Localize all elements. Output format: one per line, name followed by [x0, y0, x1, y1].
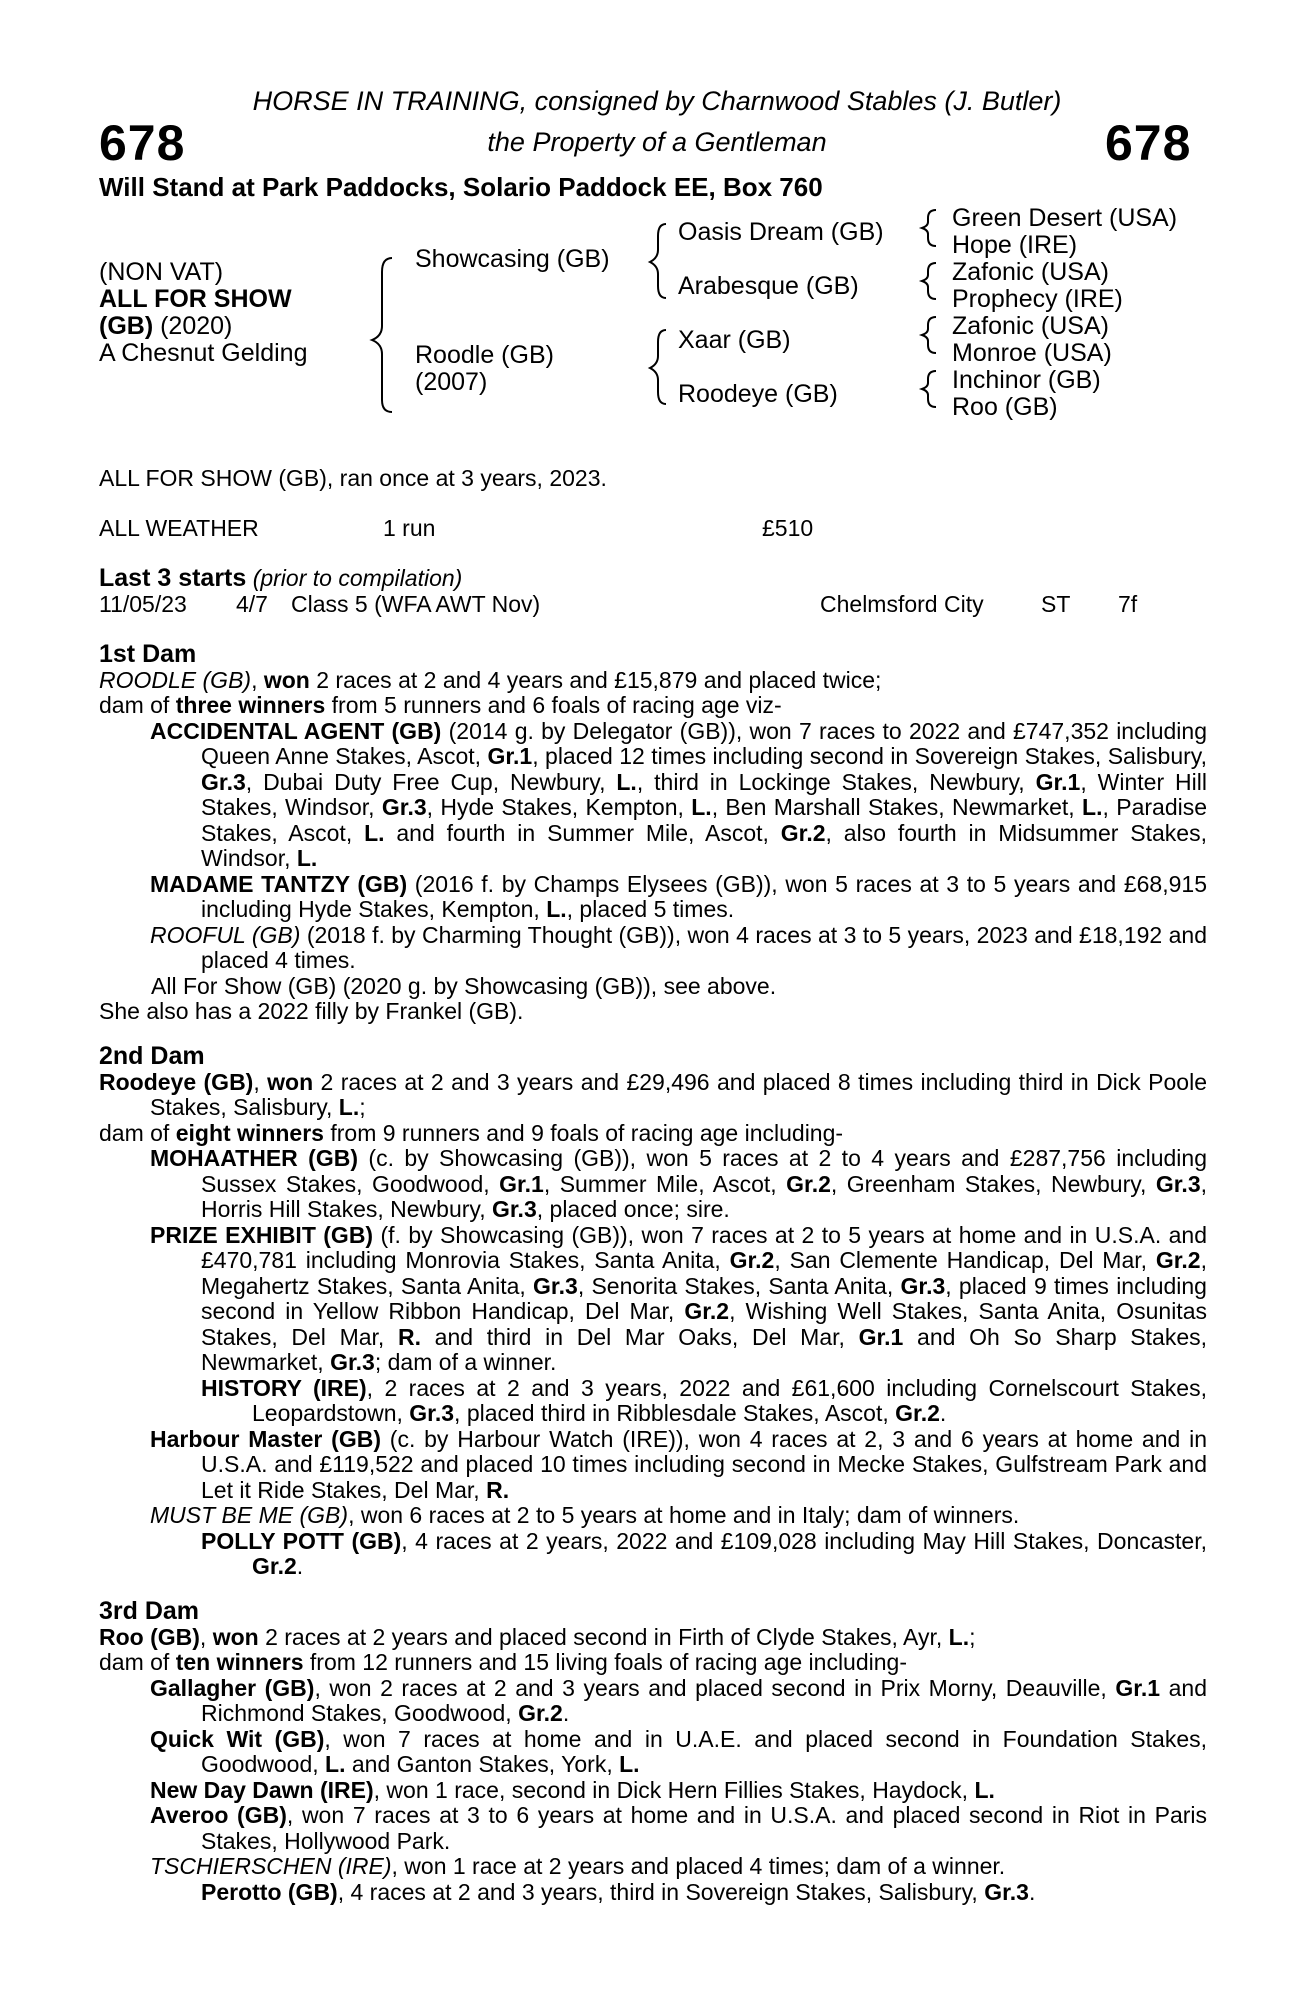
second-dam-won: won: [267, 1068, 314, 1095]
grade-label: Gr.2: [786, 1170, 831, 1197]
progeny-roofful: [150, 921, 1207, 974]
grade-label: R.: [486, 1476, 510, 1503]
sire-dam-sire: Zafonic (USA): [952, 258, 1109, 286]
grade-label: Gr.1: [1035, 768, 1081, 795]
progeny-text: and Ganton Stakes, York,: [345, 1751, 620, 1777]
second-dam-para-2: [99, 1121, 1207, 1147]
first-dam-name: ROODLE (GB): [99, 666, 252, 693]
progeny-text: , also fourth in Midsummer Stakes, Windsor,: [201, 819, 1207, 871]
second-dam-para-1: [99, 1068, 1208, 1121]
dam-dam-dam: Roo (GB): [952, 393, 1058, 421]
horse-name: ALL FOR SHOW: [99, 285, 292, 313]
sire-dam: Arabesque (GB): [678, 272, 859, 300]
first-dam-won: won: [263, 666, 310, 693]
progeny-text: , Horris Hill Stakes, Newbury,: [201, 1170, 1208, 1222]
dam-dam-sire: Inchinor (GB): [952, 366, 1101, 394]
grade-label: Gr.2: [895, 1400, 940, 1426]
first-dam-para-2: [99, 693, 1207, 719]
dam-name: Roodle (GB): [415, 341, 554, 369]
progeny-history: [201, 1374, 1207, 1427]
progeny-text: , won 1 race, second in Dick Hern Fillies Stakes, Haydock,: [373, 1776, 975, 1803]
sire-sire: Oasis Dream (GB): [678, 218, 884, 246]
start-date: 11/05/23: [99, 591, 187, 617]
progeny-text: , won 1 race at 2 years and placed 4 times; dam of a winner.: [391, 1853, 1006, 1879]
horse-description: A Chesnut Gelding: [99, 339, 308, 367]
progeny-harbour-master: [150, 1425, 1207, 1504]
progeny-text: and third in Del Mar Oaks, Del Mar,: [421, 1323, 859, 1350]
progeny-text: and Oh So Sharp Stakes, Newmarket,: [201, 1323, 1208, 1375]
third-dam-text: dam of: [99, 1649, 176, 1675]
sire-sire-dam: Hope (IRE): [952, 231, 1078, 259]
progeny-text: , Megahertz Stakes, Santa Anita,: [201, 1247, 1207, 1299]
grade-label: Gr.3: [409, 1400, 455, 1426]
third-dam-section: [99, 1599, 1207, 1905]
grade-label: Gr.3: [1155, 1170, 1201, 1197]
progeny-quick-wit: [150, 1725, 1207, 1778]
first-dam-heading: 1st Dam: [99, 640, 197, 668]
grade-label: L.: [948, 1623, 970, 1650]
progeny-text: , placed 9 times including second in Yellow Ribbon Handicap, Del Mar,: [201, 1272, 1207, 1324]
progeny-text: , Hyde Stakes, Kempton,: [426, 794, 692, 820]
grade-label: Gr.1: [487, 743, 533, 769]
progeny-name: Gallagher (GB): [150, 1674, 315, 1701]
grade-label: Gr.2: [729, 1247, 775, 1273]
grade-label: L.: [1082, 794, 1103, 820]
second-dam-text: dam of: [99, 1119, 176, 1146]
vat-status: (NON VAT): [99, 258, 224, 286]
progeny-text: (2014 g. by Delegator (GB)), won 7 races to 2022 and £747,352 including Queen Anne Stakes, Ascot,: [201, 717, 1207, 769]
grade-label: L.: [364, 819, 385, 846]
third-dam-text: 2 races at 2 years and placed second in Firth of Clyde Stakes, Ayr,: [258, 1623, 949, 1650]
grade-label: Gr.2: [684, 1298, 730, 1324]
progeny-text: , Ben Marshall Stakes, Newmarket,: [711, 794, 1083, 820]
grade-label: Gr.3: [381, 794, 427, 820]
progeny-text: , Dubai Duty Free Cup, Newbury,: [245, 768, 617, 795]
start-position: 4/7: [236, 591, 268, 617]
progeny-text: , San Clemente Handicap, Del Mar,: [774, 1247, 1156, 1273]
third-dam-para-2: [99, 1650, 1207, 1676]
first-dam-text-1: 2 races at 2 and 4 years and £15,879 and placed twice;: [309, 666, 882, 693]
second-dam-text: ;: [359, 1094, 366, 1120]
progeny-text: , won 2 races at 2 and 3 years and placed second in Prix Morny, Deauville,: [314, 1674, 1116, 1701]
dam-sire-dam: Monroe (USA): [952, 339, 1112, 367]
third-dam-sep: ,: [199, 1623, 213, 1650]
grade-label: Gr.3: [533, 1272, 578, 1299]
third-dam-name: Roo (GB): [99, 1623, 200, 1650]
progeny-name: ROOFUL (GB): [150, 921, 301, 948]
third-dam-won: won: [212, 1623, 259, 1650]
progeny-text: (c. by Harbour Watch (IRE)), won 4 races at 2, 3 and 6 years at home and in U.S.A. and £119,522 and placed 10 times including second in Mecke Stakes, Gulfstream Park and Let it Ride Stakes, Del Mar,: [201, 1425, 1207, 1503]
progeny-text: .: [1028, 1878, 1036, 1905]
grade-label: L.: [546, 896, 567, 922]
progeny-text: .: [562, 1700, 570, 1726]
progeny-perotto: [201, 1878, 1207, 1906]
start-distance: 7f: [1118, 591, 1138, 617]
grade-label: L.: [691, 794, 712, 820]
grade-label: Gr.3: [201, 768, 246, 795]
first-dam-section: [99, 642, 1207, 1025]
progeny-text: , Senorita Stakes, Santa Anita,: [577, 1272, 901, 1299]
progeny-gallagher: [150, 1674, 1207, 1727]
lot-number-left: 678: [99, 115, 186, 171]
start-going: ST: [1041, 591, 1071, 617]
grade-label: Gr.2: [780, 819, 826, 846]
grade-label: L.: [325, 1751, 346, 1777]
second-dam-name: Roodeye (GB): [99, 1068, 254, 1095]
grade-label: L.: [974, 1776, 995, 1803]
progeny-text: (2016 f. by Champs Elysees (GB)), won 5 races at 3 to 5 years and £68,915 including Hyde Stakes, Kempton,: [201, 870, 1207, 922]
progeny-name: POLLY POTT (GB): [201, 1527, 402, 1554]
grade-label: Gr.1: [858, 1323, 904, 1350]
progeny-new-day-dawn: [150, 1776, 1207, 1804]
grade-label: Gr.2: [252, 1553, 297, 1579]
start-course: Chelmsford City: [820, 591, 984, 617]
stand-location: Will Stand at Park Paddocks, Solario Paddock EE, Box 760: [99, 172, 823, 202]
progeny-name: HISTORY (IRE): [201, 1374, 367, 1401]
second-dam-winners: eight winners: [175, 1119, 324, 1146]
second-dam-text: from 9 runners and 9 foals of racing age including-: [323, 1119, 844, 1146]
progeny-name: Quick Wit (GB): [150, 1725, 325, 1752]
consignor-line: HORSE IN TRAINING, consigned by Charnwood Stables (J. Butler): [252, 86, 1062, 116]
last-starts-title: Last 3 starts: [99, 564, 247, 592]
second-dam-sep: ,: [253, 1068, 268, 1095]
third-dam-winners: ten winners: [175, 1649, 304, 1675]
record-earnings: £510: [762, 515, 814, 541]
progeny-text: , placed 5 times.: [566, 896, 735, 922]
grade-label: R.: [398, 1323, 421, 1350]
progeny-all-for-show: All For Show (GB) (2020 g. by Showcasing (GB)), see above.: [151, 972, 777, 999]
progeny-text: , Winter Hill Stakes, Windsor,: [201, 768, 1207, 820]
progeny-text: , placed once; sire.: [536, 1196, 730, 1222]
last-starts-heading: [99, 566, 462, 592]
third-dam-text: ;: [969, 1623, 976, 1650]
progeny-text: , third in Lockinge Stakes, Newbury,: [636, 768, 1036, 795]
progeny-text: , Greenham Stakes, Newbury,: [830, 1170, 1156, 1197]
progeny-text: and Richmond Stakes, Goodwood,: [201, 1674, 1207, 1726]
progeny-text: .: [939, 1400, 947, 1426]
grade-label: Gr.3: [491, 1196, 537, 1222]
first-dam-text-3: from 5 runners and 6 foals of racing age viz-: [325, 692, 782, 718]
first-dam-para-1: [99, 668, 1207, 694]
progeny-averoo: [150, 1802, 1207, 1854]
progeny-text: , won 7 races at 3 to 6 years at home and in U.S.A. and placed second in Riot in Paris Stakes, Hollywood Park.: [201, 1802, 1207, 1854]
grade-label: L.: [296, 845, 318, 871]
progeny-name: ACCIDENTAL AGENT (GB): [150, 717, 442, 744]
grade-label: Gr.3: [984, 1878, 1029, 1905]
horse-country: (GB): [99, 312, 154, 340]
horse-year: (2020): [160, 312, 233, 340]
second-dam-text: 2 races at 2 and 3 years and £29,496 and placed 8 times including third in Dick Poole Stakes, Salisbury,: [150, 1068, 1208, 1120]
record-runs: 1 run: [383, 515, 436, 541]
progeny-name: Perotto (GB): [201, 1878, 338, 1905]
record-surface: ALL WEATHER: [99, 515, 259, 541]
progeny-text: .: [296, 1553, 304, 1579]
progeny-tschierschen: [150, 1853, 1207, 1880]
sire-dam-dam: Prophecy (IRE): [952, 285, 1123, 313]
progeny-text: , placed third in Ribblesdale Stakes, Ascot,: [454, 1400, 896, 1426]
progeny-must-be-me: [150, 1502, 1207, 1529]
progeny-name: MOHAATHER (GB): [150, 1145, 359, 1171]
first-dam-filly-note: She also has a 2022 filly by Frankel (GB).: [99, 998, 524, 1024]
grade-label: Gr.1: [1115, 1674, 1161, 1701]
progeny-text: , won 7 races at home and in U.A.E. and placed second in Foundation Stakes, Goodwood,: [201, 1725, 1207, 1777]
grade-label: Gr.3: [330, 1349, 375, 1375]
lot-number-right: 678: [1105, 115, 1192, 171]
dam-year: (2007): [415, 368, 488, 396]
third-dam-para-1: [99, 1625, 1207, 1651]
race-summary: ALL FOR SHOW (GB), ran once at 3 years, 2023.: [99, 465, 607, 491]
progeny-name: Averoo (GB): [150, 1802, 287, 1828]
grade-label: Gr.2: [518, 1700, 563, 1726]
progeny-madame-tantzy: [150, 870, 1207, 923]
progeny-name: MADAME TANTZY (GB): [150, 870, 408, 897]
progeny-name: New Day Dawn (IRE): [150, 1776, 374, 1803]
last-starts-note: (prior to compilation): [252, 565, 463, 591]
progeny-text: (f. by Showcasing (GB)), won 7 races at 2 to 5 years at home and in U.S.A. and £470,781 including Monrovia Stakes, Santa Anita,: [201, 1221, 1207, 1273]
progeny-text: , 2 races at 2 and 3 years, 2022 and £61,600 including Cornelscourt Stakes, Leopardstown,: [252, 1374, 1207, 1426]
third-dam-text: from 12 runners and 15 living foals of racing age including-: [303, 1649, 907, 1675]
grade-label: Gr.1: [499, 1170, 544, 1197]
dam-sire-sire: Zafonic (USA): [952, 312, 1109, 340]
progeny-text: (c. by Showcasing (GB)), won 5 races at 2 to 4 years and £287,756 including Sussex Stakes, Goodwood,: [201, 1145, 1207, 1197]
property-line: the Property of a Gentleman: [487, 127, 827, 157]
progeny-accidental-agent: [150, 717, 1208, 872]
progeny-text: and fourth in Summer Mile, Ascot,: [384, 819, 781, 846]
progeny-polly-pott: [201, 1527, 1207, 1580]
progeny-text: , Paradise Stakes, Ascot,: [201, 794, 1208, 846]
progeny-text: ; dam of a winner.: [374, 1349, 557, 1375]
progeny-name: MUST BE ME (GB): [150, 1502, 349, 1528]
progeny-mohaather: [150, 1145, 1208, 1223]
second-dam-section: [99, 1044, 1207, 1580]
start-race: Class 5 (WFA AWT Nov): [291, 591, 541, 617]
sire-name: Showcasing (GB): [415, 245, 610, 273]
progeny-text: , Wishing Well Stakes, Santa Anita, Osunitas Stakes, Del Mar,: [201, 1298, 1207, 1350]
progeny-name: PRIZE EXHIBIT (GB): [150, 1221, 374, 1248]
progeny-name: Harbour Master (GB): [150, 1425, 381, 1452]
progeny-text: , 4 races at 2 years, 2022 and £109,028 including May Hill Stakes, Doncaster,: [401, 1527, 1207, 1554]
grade-label: L.: [616, 768, 637, 795]
first-dam-winners: three winners: [175, 692, 326, 718]
progeny-name: TSCHIERSCHEN (IRE): [150, 1853, 392, 1879]
progeny-text: (2018 f. by Charming Thought (GB)), won 4 races at 3 to 5 years, 2023 and £18,192 and placed 4 times.: [201, 921, 1207, 973]
dam-sire: Xaar (GB): [678, 326, 791, 354]
progeny-text: , 4 races at 2 and 3 years, third in Sovereign Stakes, Salisbury,: [337, 1878, 985, 1905]
dam-dam: Roodeye (GB): [678, 380, 838, 408]
sire-sire-sire: Green Desert (USA): [952, 204, 1178, 232]
grade-label: L.: [338, 1094, 360, 1120]
grade-label: Gr.3: [900, 1272, 946, 1299]
grade-label: Gr.2: [1155, 1247, 1201, 1273]
progeny-prize-exhibit: [150, 1221, 1208, 1376]
progeny-text: , Summer Mile, Ascot,: [543, 1170, 787, 1197]
progeny-text: , won 6 races at 2 to 5 years at home and in Italy; dam of winners.: [348, 1502, 1020, 1528]
second-dam-heading: 2nd Dam: [99, 1042, 205, 1070]
first-dam-text-2: dam of: [99, 692, 176, 718]
third-dam-heading: 3rd Dam: [99, 1597, 200, 1625]
progeny-text: , placed 12 times including second in Sovereign Stakes, Salisbury,: [532, 743, 1207, 769]
grade-label: L.: [619, 1751, 640, 1777]
first-dam-sep: ,: [251, 666, 264, 693]
